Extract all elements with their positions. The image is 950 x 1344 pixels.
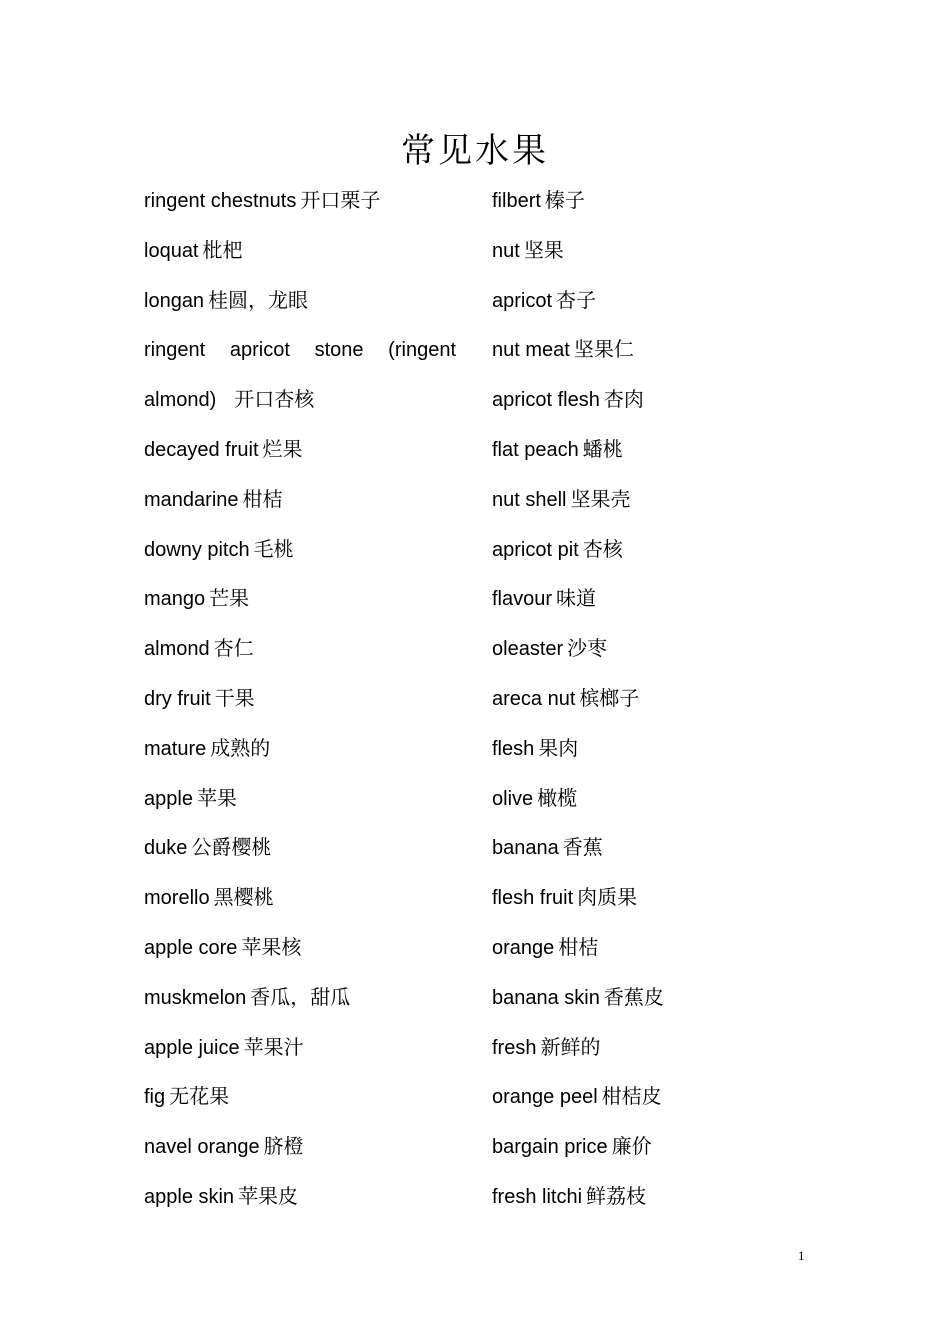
list-item	[492, 776, 812, 826]
english-term: flavour	[492, 588, 553, 611]
english-term: nut shell	[492, 488, 567, 511]
list-item	[144, 576, 460, 626]
chinese-term: 脐橙	[263, 1134, 304, 1159]
chinese-term: 鲜荔枝	[586, 1183, 647, 1208]
list-item	[144, 776, 460, 826]
list-item	[492, 377, 812, 427]
list-item	[144, 1124, 460, 1174]
chinese-term: 干果	[214, 685, 255, 710]
list-item	[492, 228, 812, 278]
english-term: banana skin	[492, 986, 600, 1009]
english-term: mature	[144, 737, 207, 760]
english-term: fig	[144, 1086, 166, 1109]
chinese-term: 坚果壳	[570, 486, 631, 511]
chinese-term: 烂果	[262, 436, 303, 461]
chinese-term: 榛子	[544, 188, 585, 212]
list-item	[144, 278, 460, 328]
chinese-term: 开口杏核	[234, 387, 315, 412]
english-term: fresh litchi	[492, 1185, 583, 1208]
right-column-list	[492, 178, 812, 1224]
left-column-list	[144, 178, 460, 1224]
list-item	[144, 676, 460, 726]
list-item	[144, 925, 460, 975]
english-term: apple juice	[144, 1036, 240, 1059]
list-item	[492, 327, 812, 377]
list-item	[144, 1025, 460, 1075]
list-item	[144, 477, 460, 527]
list-item	[492, 527, 812, 577]
english-term: flat peach	[492, 438, 579, 461]
english-term: orange peel	[492, 1086, 598, 1109]
chinese-term: 廉价	[611, 1134, 652, 1159]
list-item	[144, 626, 460, 676]
english-term: nut	[492, 239, 520, 262]
english-term: flesh	[492, 737, 535, 760]
english-term: ringent chestnuts	[144, 190, 297, 212]
list-item	[144, 527, 460, 577]
chinese-term: 苹果汁	[243, 1034, 304, 1059]
chinese-term: 柑桔皮	[601, 1084, 662, 1109]
chinese-term: 新鲜的	[540, 1034, 601, 1059]
list-item	[492, 975, 812, 1025]
chinese-term: 杏肉	[603, 387, 644, 412]
list-item	[144, 377, 460, 427]
chinese-term: 枇杷	[202, 237, 243, 262]
list-item	[492, 178, 812, 228]
chinese-term: 杏核	[582, 536, 623, 561]
list-item	[492, 1124, 812, 1174]
english-term: decayed fruit	[144, 438, 259, 461]
chinese-term: 桂圆，龙眼	[208, 287, 309, 312]
list-item	[492, 1025, 812, 1075]
list-item	[144, 1174, 460, 1224]
chinese-term: 橄榄	[537, 785, 578, 810]
english-term: filbert	[492, 190, 541, 212]
chinese-term: 味道	[556, 586, 597, 611]
english-term: almond)	[144, 389, 217, 412]
list-item	[144, 875, 460, 925]
english-term: areca nut	[492, 687, 576, 710]
page-title: 常见水果	[401, 131, 549, 171]
chinese-term: 开口栗子	[300, 188, 381, 212]
english-term: oleaster	[492, 638, 564, 661]
english-term: apricot	[492, 289, 553, 312]
english-term: nut meat	[492, 339, 570, 362]
english-term: mango	[144, 588, 206, 611]
list-item	[492, 875, 812, 925]
english-term: apple core	[144, 936, 238, 959]
chinese-term: 杏仁	[213, 636, 254, 661]
chinese-term: 无花果	[169, 1084, 230, 1109]
chinese-term: 毛桃	[253, 536, 294, 561]
english-term: olive	[492, 787, 534, 810]
list-item	[492, 1074, 812, 1124]
chinese-term: 苹果	[196, 785, 237, 810]
list-item	[144, 228, 460, 278]
chinese-term: 成熟的	[210, 735, 271, 760]
chinese-term: 果肉	[538, 735, 579, 760]
chinese-term: 坚果仁	[573, 337, 634, 362]
list-item	[492, 726, 812, 776]
english-term: morello	[144, 887, 210, 910]
chinese-term: 柑桔	[242, 486, 283, 511]
chinese-term: 柑桔	[558, 934, 599, 959]
list-item	[492, 278, 812, 328]
english-term: orange	[492, 936, 555, 959]
list-item	[144, 178, 460, 228]
english-term: flesh fruit	[492, 887, 574, 910]
chinese-term: 苹果皮	[238, 1183, 299, 1208]
english-term: apricot pit	[492, 538, 579, 561]
list-item	[492, 676, 812, 726]
english-term: apple skin	[144, 1185, 235, 1208]
english-term: bargain price	[492, 1136, 608, 1159]
chinese-term: 香瓜，甜瓜	[250, 984, 351, 1009]
list-item	[144, 427, 460, 477]
chinese-term: 蟠桃	[582, 436, 623, 461]
list-item	[492, 427, 812, 477]
english-term: longan	[144, 289, 205, 312]
list-item	[492, 626, 812, 676]
list-item	[492, 925, 812, 975]
chinese-term: 苹果核	[241, 934, 302, 959]
english-term: downy pitch	[144, 538, 250, 561]
english-term: apricot flesh	[492, 389, 600, 412]
english-term: navel orange	[144, 1136, 260, 1159]
english-term: almond	[144, 638, 210, 661]
page-number: 1	[798, 1248, 805, 1263]
list-item	[144, 726, 460, 776]
list-item	[492, 576, 812, 626]
chinese-term: 黑樱桃	[213, 885, 274, 910]
english-term: fresh	[492, 1036, 537, 1059]
english-term: duke	[144, 837, 188, 860]
list-item	[492, 1174, 812, 1224]
english-term: loquat	[144, 239, 199, 262]
chinese-term: 香蕉	[562, 835, 603, 860]
chinese-term: 沙枣	[567, 636, 608, 661]
chinese-term: 杏子	[556, 287, 597, 312]
english-term: banana	[492, 837, 559, 860]
english-term: mandarine	[144, 488, 239, 511]
english-term: dry fruit	[144, 687, 211, 710]
list-item	[144, 327, 460, 377]
english-term: muskmelon	[144, 986, 247, 1009]
chinese-term: 坚果	[523, 237, 564, 262]
list-item	[492, 825, 812, 875]
list-item	[144, 975, 460, 1025]
chinese-term: 肉质果	[577, 885, 638, 910]
list-item	[144, 1074, 460, 1124]
english-term: apple	[144, 787, 193, 810]
english-term: ringent apricot stone (ringent	[144, 339, 456, 362]
chinese-term: 香蕉皮	[603, 984, 664, 1009]
list-item	[144, 825, 460, 875]
list-item	[492, 477, 812, 527]
chinese-term: 公爵樱桃	[191, 835, 272, 860]
chinese-term: 槟榔子	[579, 685, 640, 710]
chinese-term: 芒果	[209, 586, 250, 611]
